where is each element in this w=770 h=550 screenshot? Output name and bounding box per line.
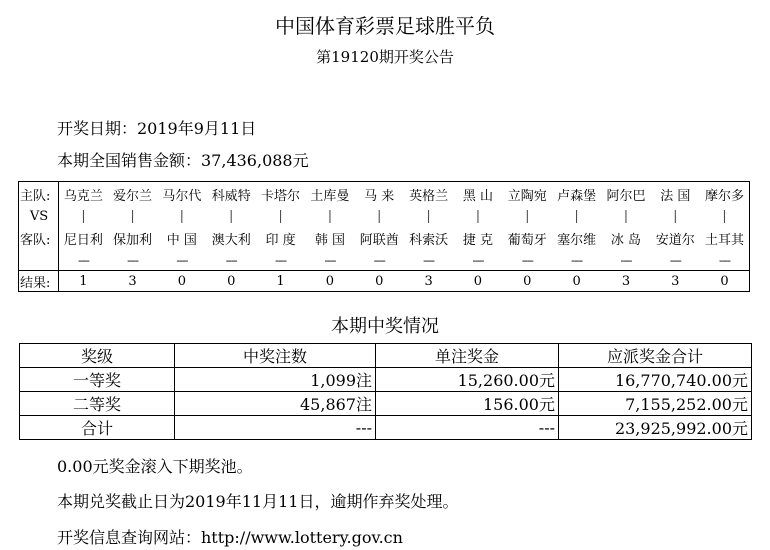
home-team: 阿尔巴 bbox=[606, 188, 646, 204]
dash-mark: ---- bbox=[324, 253, 336, 267]
vs-mark: | bbox=[722, 208, 727, 224]
away-team: 保加利 bbox=[113, 232, 153, 248]
away-team: 中 国 bbox=[166, 232, 197, 248]
away-team: 澳大利 bbox=[211, 232, 251, 248]
home-team: 黑 山 bbox=[462, 188, 493, 204]
dash-mark: ---- bbox=[620, 253, 632, 267]
away-team: 冰 岛 bbox=[610, 232, 642, 248]
vs-mark: | bbox=[623, 208, 629, 224]
home-team: 卢森堡 bbox=[557, 188, 597, 204]
result-row bbox=[19, 271, 750, 292]
match-result: 0 bbox=[157, 271, 206, 292]
home-team: 爱尔兰 bbox=[113, 188, 153, 204]
deadline-note: 本期兑奖截止日为2019年11月11日，逾期作弃奖处理。 bbox=[57, 492, 459, 511]
table-row bbox=[20, 368, 752, 392]
away-team-row bbox=[19, 226, 750, 250]
vs-mark: | bbox=[327, 208, 333, 224]
away-team: 科索沃 bbox=[409, 232, 449, 248]
home-team: 科威特 bbox=[211, 188, 251, 204]
match-result: 0 bbox=[700, 271, 750, 292]
away-team: 阿联酋 bbox=[359, 232, 399, 248]
away-team: 葡萄牙 bbox=[507, 232, 547, 248]
draw-number: 第19120期开奖公告 bbox=[316, 48, 454, 66]
dash-mark: ---- bbox=[571, 253, 583, 267]
dash-mark: ---- bbox=[472, 253, 484, 267]
prize-section-title: 本期中奖情况 bbox=[331, 316, 439, 337]
dash-mark: ---- bbox=[77, 253, 89, 267]
match-result: 0 bbox=[305, 271, 354, 292]
match-result: 0 bbox=[453, 271, 502, 292]
away-team: 土耳其 bbox=[704, 232, 744, 248]
away-team: 塞尔维 bbox=[557, 232, 597, 248]
match-result: 3 bbox=[601, 271, 650, 292]
home-team: 摩尔多 bbox=[704, 188, 744, 204]
vs-row bbox=[19, 206, 750, 226]
dash-mark: ---- bbox=[127, 253, 138, 267]
column-header: 奖级 bbox=[20, 344, 175, 368]
home-team: 立陶宛 bbox=[507, 188, 547, 204]
home-team: 马尔代 bbox=[162, 188, 202, 204]
result-label: 结果: bbox=[19, 271, 59, 292]
total-prize: 23,925,992.00元 bbox=[559, 416, 752, 440]
table-row bbox=[20, 392, 752, 416]
vs-label: VS bbox=[19, 206, 59, 226]
dash-label-cell bbox=[19, 250, 59, 271]
prize-table bbox=[19, 343, 752, 440]
match-result: 0 bbox=[355, 271, 404, 292]
home-team: 英格兰 bbox=[409, 188, 449, 204]
away-team: 印 度 bbox=[265, 232, 296, 248]
vs-mark: | bbox=[525, 208, 530, 224]
column-header: 单注奖金 bbox=[376, 344, 559, 368]
dash-mark: ---- bbox=[521, 253, 533, 267]
vs-mark: | bbox=[426, 208, 431, 224]
home-team: 卡塔尔 bbox=[261, 188, 301, 204]
vs-mark: | bbox=[179, 208, 185, 224]
dash-mark: ---- bbox=[275, 253, 286, 267]
match-result: 3 bbox=[404, 271, 453, 292]
match-result: 1 bbox=[256, 271, 305, 292]
vs-mark: | bbox=[130, 208, 135, 224]
prize-level: 二等奖 bbox=[20, 392, 175, 416]
match-result: 0 bbox=[503, 271, 552, 292]
away-label: 客队: bbox=[19, 226, 59, 250]
rollover-note: 0.00元奖金滚入下期奖池。 bbox=[57, 457, 253, 476]
home-team: 乌克兰 bbox=[63, 188, 103, 204]
vs-mark: | bbox=[475, 208, 481, 224]
draw-date: 开奖日期：2019年9月11日 bbox=[57, 119, 257, 138]
away-team: 捷 克 bbox=[462, 232, 493, 248]
unit-prize: 156.00元 bbox=[376, 392, 559, 416]
page-title: 中国体育彩票足球胜平负 bbox=[275, 14, 495, 38]
total-prize: 16,770,740.00元 bbox=[559, 368, 752, 392]
vs-mark: | bbox=[574, 208, 579, 224]
away-team: 尼日利 bbox=[63, 232, 103, 248]
home-team-row bbox=[19, 182, 750, 207]
match-result: 3 bbox=[108, 271, 157, 292]
winner-count: 1,099注 bbox=[175, 368, 376, 392]
winner-count: --- bbox=[175, 416, 376, 440]
prize-level: 合计 bbox=[20, 416, 175, 440]
column-header: 应派奖金合计 bbox=[559, 344, 752, 368]
home-team: 土库曼 bbox=[310, 188, 350, 204]
match-table bbox=[18, 181, 750, 292]
match-result: 1 bbox=[59, 271, 108, 292]
winner-count: 45,867注 bbox=[175, 392, 376, 416]
away-team: 安道尔 bbox=[655, 232, 695, 248]
vs-mark: | bbox=[81, 208, 86, 224]
website-note: 开奖信息查询网站：http://www.lottery.gov.cn bbox=[57, 528, 403, 547]
vs-mark: | bbox=[673, 208, 678, 224]
vs-mark: | bbox=[229, 208, 234, 224]
dash-mark: ---- bbox=[719, 253, 730, 267]
sales-amount: 本期全国销售金额：37,436,088元 bbox=[57, 151, 309, 170]
dash-row bbox=[19, 250, 750, 271]
dash-mark: ---- bbox=[225, 253, 237, 267]
prize-header-row bbox=[20, 344, 752, 368]
unit-prize: 15,260.00元 bbox=[376, 368, 559, 392]
table-row bbox=[20, 416, 752, 440]
dash-mark: ---- bbox=[373, 253, 385, 267]
dash-mark: ---- bbox=[669, 253, 681, 267]
unit-prize: --- bbox=[376, 416, 559, 440]
vs-mark: | bbox=[278, 208, 283, 224]
column-header: 中奖注数 bbox=[175, 344, 376, 368]
dash-mark: ---- bbox=[176, 253, 188, 267]
away-team: 韩 国 bbox=[314, 232, 345, 248]
prize-level: 一等奖 bbox=[20, 368, 175, 392]
home-label: 主队: bbox=[19, 182, 59, 207]
home-team: 马 来 bbox=[364, 188, 395, 204]
match-result: 3 bbox=[651, 271, 700, 292]
total-prize: 7,155,252.00元 bbox=[559, 392, 752, 416]
vs-mark: | bbox=[377, 208, 382, 224]
match-result: 0 bbox=[552, 271, 601, 292]
dash-mark: ---- bbox=[423, 253, 435, 267]
match-result: 0 bbox=[207, 271, 256, 292]
home-team: 法 国 bbox=[660, 188, 691, 204]
